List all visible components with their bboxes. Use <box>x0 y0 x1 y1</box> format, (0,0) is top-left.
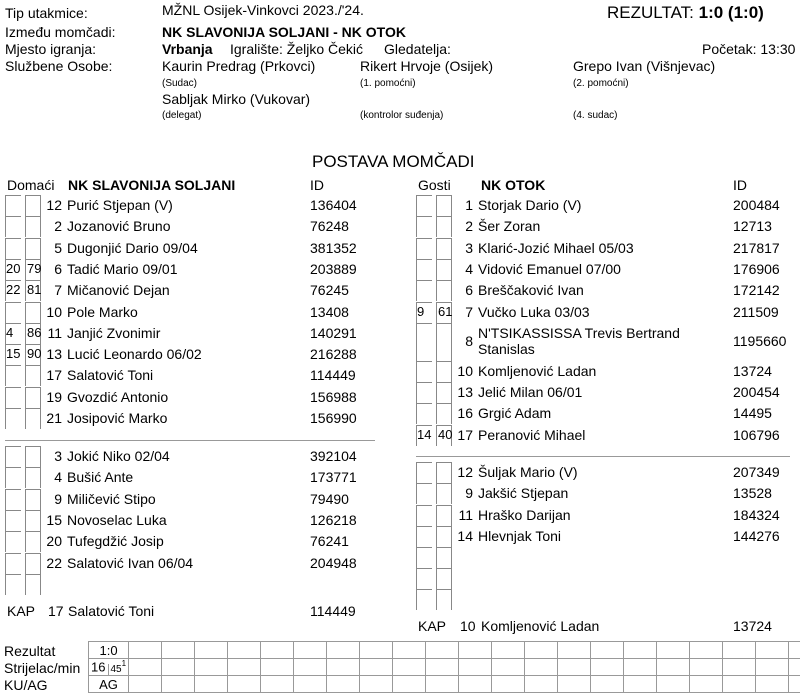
goal-cell <box>690 659 723 676</box>
home-side-label: Domaći <box>7 177 55 193</box>
jersey-number: 9 <box>54 490 62 507</box>
player-id: 106796 <box>733 426 780 443</box>
player-id: 126218 <box>310 511 357 528</box>
goal-cell <box>624 642 657 659</box>
goal-cell <box>756 659 789 676</box>
player-name: Hlevnjak Toni <box>478 527 562 544</box>
goal-cell <box>228 676 261 693</box>
player-name: Miličević Stipo <box>67 490 156 507</box>
divider <box>416 456 790 457</box>
player-id: 207349 <box>733 464 780 480</box>
goal-cell: AG <box>89 676 129 693</box>
card-minute: 15 <box>6 346 21 362</box>
player-box <box>25 489 41 510</box>
goal-cell <box>558 659 591 676</box>
player-name: Hraško Darijan <box>478 506 571 523</box>
jersey-number: 6 <box>54 260 62 277</box>
goal-cell <box>162 659 195 676</box>
player-id: 144276 <box>733 527 780 544</box>
jersey-number: 7 <box>465 303 473 320</box>
goal-cell <box>492 642 525 659</box>
player-id: 156988 <box>310 388 357 405</box>
pitch: Igralište: Željko Čekić <box>230 41 364 57</box>
card-minute: 14 <box>417 426 432 442</box>
match-teams: NK SLAVONIJA SOLJANI - NK OTOK <box>162 24 406 40</box>
player-box <box>436 505 452 526</box>
player-name: Gvozdić Antonio <box>67 388 169 405</box>
player-name: Šer Zoran <box>478 218 541 235</box>
official-name: Grepo Ivan (Višnjevac) <box>573 58 716 74</box>
jersey-number: 21 <box>46 410 62 426</box>
officials-label: Službene Osobe: <box>5 58 113 74</box>
player-id: 392104 <box>310 448 357 464</box>
player-box <box>25 365 41 386</box>
rezultat-label: REZULTAT: 1:0 (1:0) <box>607 3 764 22</box>
player-box <box>5 510 21 531</box>
goal-cell <box>525 642 558 659</box>
goal-cell <box>591 676 624 693</box>
player-box <box>436 483 452 504</box>
player-box <box>25 238 41 259</box>
goal-scorer-cell <box>89 659 129 676</box>
mjesto-label: Mjesto igranja: <box>5 41 97 57</box>
player-box <box>436 403 452 424</box>
goal-cell <box>756 642 789 659</box>
player-box <box>25 195 41 216</box>
player-id: 13408 <box>310 303 349 320</box>
player-id: 76245 <box>310 282 349 299</box>
away-side-label: Gosti <box>418 177 451 193</box>
ku-ag-row-label: KU/AG <box>4 677 48 693</box>
player-id: 140291 <box>310 324 357 341</box>
player-id: 204948 <box>310 554 357 571</box>
goal-cell <box>426 642 459 659</box>
away-captain-name: Komljenović Ladan <box>481 618 600 634</box>
jersey-number: 17 <box>457 426 473 443</box>
away-id-header: ID <box>733 177 747 193</box>
player-box <box>436 589 452 610</box>
goal-cell <box>393 659 426 676</box>
goal-cell <box>195 659 228 676</box>
jersey-number: 2 <box>465 218 473 235</box>
goal-cell <box>327 659 360 676</box>
player-id: 156990 <box>310 410 357 426</box>
goal-cell <box>723 642 756 659</box>
player-id: 200484 <box>733 197 780 213</box>
player-box <box>416 361 432 382</box>
goal-cell <box>426 659 459 676</box>
player-box <box>5 489 21 510</box>
jersey-number: 11 <box>458 506 473 523</box>
away-captain-label: KAP <box>418 618 447 634</box>
goal-cell <box>459 642 492 659</box>
goal-cell <box>657 642 690 659</box>
izmedu-label: Između momčadi: <box>5 24 116 40</box>
official-name: Sabljak Mirko (Vukovar) <box>162 91 311 107</box>
player-id: 14495 <box>733 405 772 422</box>
player-name: Lucić Leonardo 06/02 <box>67 346 202 363</box>
goal-cell <box>195 642 228 659</box>
official-role: (1. pomoćni) <box>360 78 416 89</box>
jersey-number: 7 <box>54 282 62 299</box>
divider <box>5 440 375 441</box>
official-role: (Sudac) <box>162 78 198 89</box>
player-box <box>25 387 41 408</box>
goal-cell <box>294 659 327 676</box>
jersey-number: 22 <box>46 554 62 571</box>
goal-cell <box>459 659 492 676</box>
player-box <box>25 467 41 488</box>
goal-cell <box>492 676 525 693</box>
player-box <box>25 216 41 237</box>
player-box <box>25 408 41 429</box>
player-name: Jakšić Stjepan <box>478 485 569 502</box>
jersey-number: 10 <box>457 362 473 379</box>
goal-minute: 45 <box>110 663 122 675</box>
player-id: 136404 <box>310 197 357 213</box>
player-box <box>25 531 41 552</box>
player-box <box>416 526 432 547</box>
player-id: 76248 <box>310 218 349 235</box>
player-box <box>416 589 432 610</box>
player-box <box>5 216 21 237</box>
goal-cell <box>723 659 756 676</box>
card-minute: 9 <box>417 303 425 319</box>
goals-table-row <box>89 676 800 693</box>
player-box <box>5 238 21 259</box>
goal-cell <box>525 676 558 693</box>
goal-cell <box>162 676 195 693</box>
jersey-number: 20 <box>46 533 62 550</box>
player-box <box>416 403 432 424</box>
card-minute: 20 <box>6 260 21 276</box>
player-name: Janjić Zvonimir <box>67 324 161 341</box>
player-name: Salatović Toni <box>67 367 154 384</box>
home-captain-id: 114449 <box>310 603 356 619</box>
goal-cell <box>789 659 800 676</box>
goals-table-row <box>89 642 800 659</box>
player-box <box>436 361 452 382</box>
scorer-row-label: Strijelac/min <box>4 660 81 676</box>
goal-cell <box>162 642 195 659</box>
goal-cell <box>393 676 426 693</box>
goal-cell <box>129 642 162 659</box>
player-box <box>436 547 452 568</box>
tip-label: Tip utakmice: <box>5 5 88 21</box>
player-id: 211509 <box>733 303 779 320</box>
goal-cell <box>261 659 294 676</box>
goal-cell <box>558 676 591 693</box>
goal-cell <box>261 642 294 659</box>
competition-name: MŽNL Osijek-Vinkovci 2023./'24. <box>162 2 364 18</box>
home-team-name: NK SLAVONIJA SOLJANI <box>68 177 236 193</box>
goal-cell <box>789 676 800 693</box>
jersey-number: 5 <box>54 239 62 256</box>
player-name: Grgić Adam <box>478 405 552 422</box>
goal-cell <box>393 642 426 659</box>
goal-cell <box>492 659 525 676</box>
spectators-label: Gledatelja: <box>384 41 451 57</box>
player-box <box>416 259 432 280</box>
jersey-number: 4 <box>54 469 62 486</box>
official-role: (kontrolor suđenja) <box>360 110 444 121</box>
sub-minute: 61 <box>438 303 453 319</box>
player-box <box>416 238 432 259</box>
jersey-number: 6 <box>465 282 473 299</box>
player-box <box>5 531 21 552</box>
jersey-number: 10 <box>46 303 62 320</box>
away-team-name: NK OTOK <box>481 177 546 193</box>
player-id: 13724 <box>733 362 772 379</box>
jersey-number: 3 <box>54 448 62 464</box>
player-box <box>416 505 432 526</box>
home-captain-name: Salatović Toni <box>68 603 155 619</box>
player-box <box>436 280 452 301</box>
player-box <box>5 467 21 488</box>
player-name: Novoselac Luka <box>67 511 167 528</box>
player-box <box>5 574 21 595</box>
player-box <box>5 365 21 386</box>
player-id: 114449 <box>310 367 356 384</box>
player-box <box>25 510 41 531</box>
sub-minute: 86 <box>27 324 42 340</box>
goal-cell <box>723 676 756 693</box>
player-box <box>416 195 432 216</box>
player-box <box>25 553 41 574</box>
goal-cell <box>129 676 162 693</box>
player-id: 203889 <box>310 260 357 277</box>
player-name: Salatović Ivan 06/04 <box>67 554 194 571</box>
jersey-number: 15 <box>46 511 62 528</box>
sub-minute: 79 <box>27 260 42 276</box>
goal-cell <box>327 676 360 693</box>
player-box <box>5 195 21 216</box>
goal-cell <box>624 676 657 693</box>
player-name: Breščaković Ivan <box>478 282 584 299</box>
jersey-number: 3 <box>465 239 473 256</box>
goal-cell <box>426 676 459 693</box>
player-box <box>25 574 41 595</box>
official-name: Kaurin Predrag (Prkovci) <box>162 58 316 74</box>
away-captain-number: 10 <box>460 618 476 634</box>
goal-cell <box>459 676 492 693</box>
jersey-number: 8 <box>465 332 473 349</box>
official-role: (delegat) <box>162 110 202 121</box>
card-minute: 4 <box>6 324 14 340</box>
player-id: 176906 <box>733 260 780 277</box>
goal-cell <box>789 642 800 659</box>
player-name: Purić Stjepan (V) <box>67 197 173 213</box>
player-name: Jozanović Bruno <box>67 218 171 235</box>
jersey-number: 9 <box>465 485 473 502</box>
jersey-number: 17 <box>46 367 62 384</box>
player-id: 216288 <box>310 346 357 363</box>
player-name: Josipović Marko <box>67 410 168 426</box>
goal-cell <box>558 642 591 659</box>
player-id: 173771 <box>310 469 357 486</box>
goal-cell: 1:0 <box>89 642 129 659</box>
player-name: Tufegdžić Josip <box>67 533 164 550</box>
player-box <box>416 382 432 403</box>
player-name: Vidović Emanuel 07/00 <box>478 260 621 277</box>
goal-cell <box>657 659 690 676</box>
goals-table-row <box>89 659 800 676</box>
goal-scorer-number: 16 <box>91 659 106 675</box>
player-box <box>416 547 432 568</box>
player-box <box>5 446 21 467</box>
home-captain-number: 17 <box>48 603 64 619</box>
player-box <box>416 280 432 301</box>
player-name: Peranović Mihael <box>478 426 586 443</box>
player-box <box>436 238 452 259</box>
player-id: 217817 <box>733 239 780 256</box>
jersey-number: 11 <box>47 324 62 341</box>
jersey-number: 13 <box>457 384 473 401</box>
jersey-number: 13 <box>46 346 62 363</box>
goals-table <box>88 641 800 693</box>
player-box <box>436 195 452 216</box>
goal-cell <box>624 659 657 676</box>
jersey-number: 4 <box>465 260 473 277</box>
player-box <box>436 259 452 280</box>
goal-half: 1 <box>121 659 127 669</box>
final-score: 1:0 (1:0) <box>698 3 764 22</box>
jersey-number: 14 <box>457 527 473 544</box>
player-box <box>416 323 432 361</box>
player-box <box>5 408 21 429</box>
player-box <box>25 446 41 467</box>
lineup-title: POSTAVA MOMČADI <box>312 152 475 171</box>
player-name: Klarić-Jozić Mihael 05/03 <box>478 239 634 256</box>
goal-cell <box>591 642 624 659</box>
player-id: 184324 <box>733 506 780 523</box>
player-name: Jelić Milan 06/01 <box>478 384 583 401</box>
home-id-header: ID <box>310 177 324 193</box>
away-captain-id: 13724 <box>733 618 772 634</box>
player-id: 172142 <box>733 282 780 299</box>
jersey-number: 1 <box>465 197 473 213</box>
card-minute: 22 <box>6 282 21 298</box>
jersey-number: 12 <box>46 197 62 213</box>
player-id: 12713 <box>733 218 772 235</box>
result-row-label: Rezultat <box>4 643 56 659</box>
goal-cell <box>195 676 228 693</box>
player-box <box>436 382 452 403</box>
player-id: 13528 <box>733 485 772 502</box>
jersey-number: 16 <box>457 405 473 422</box>
player-box <box>436 216 452 237</box>
player-name: Komljenović Ladan <box>478 362 597 379</box>
player-name: Šuljak Mario (V) <box>478 464 578 480</box>
goal-cell <box>129 659 162 676</box>
player-id: 381352 <box>310 239 357 256</box>
sub-minute: 90 <box>27 346 42 362</box>
goal-cell <box>327 642 360 659</box>
goal-cell <box>261 676 294 693</box>
sub-minute: 81 <box>27 282 42 298</box>
player-id: 79490 <box>310 490 349 507</box>
player-name: Tadić Mario 09/01 <box>67 260 178 277</box>
player-box <box>25 302 41 323</box>
official-role: (2. pomoćni) <box>573 78 629 89</box>
home-captain-label: KAP <box>7 603 36 619</box>
player-id: 200454 <box>733 384 780 401</box>
player-id: 76241 <box>310 533 349 550</box>
player-box <box>5 302 21 323</box>
jersey-number: 19 <box>46 388 62 405</box>
player-box <box>5 387 21 408</box>
goal-cell <box>690 642 723 659</box>
goal-cell <box>360 676 393 693</box>
player-id: 1195660 <box>733 332 787 349</box>
official-name: Rikert Hrvoje (Osijek) <box>360 58 494 74</box>
goal-cell <box>525 659 558 676</box>
player-name: Bušić Ante <box>67 469 134 486</box>
goal-cell <box>360 642 393 659</box>
goal-cell <box>690 676 723 693</box>
goal-cell <box>591 659 624 676</box>
player-box <box>5 553 21 574</box>
player-name: Storjak Dario (V) <box>478 197 582 213</box>
goal-cell <box>294 642 327 659</box>
kickoff-time: Početak: 13:30 <box>702 41 796 57</box>
jersey-number: 12 <box>457 464 473 480</box>
player-name: Vučko Luka 03/03 <box>478 303 590 320</box>
player-name: N'TSIKASSISSA Trevis Bertrand Stanislas <box>478 324 680 357</box>
goal-cell <box>228 642 261 659</box>
player-box <box>416 462 432 483</box>
official-role: (4. sudac) <box>573 110 618 121</box>
player-box <box>436 462 452 483</box>
player-box <box>416 568 432 589</box>
player-box <box>436 526 452 547</box>
venue: Vrbanja <box>162 41 213 57</box>
goal-cell <box>756 676 789 693</box>
jersey-number: 2 <box>54 218 62 235</box>
player-name: Dugonjić Dario 09/04 <box>67 239 198 256</box>
goal-cell <box>657 676 690 693</box>
player-box <box>416 483 432 504</box>
player-name: Mičanović Dejan <box>67 282 170 299</box>
player-name: Jokić Niko 02/04 <box>67 448 170 464</box>
player-box <box>416 216 432 237</box>
player-box <box>436 568 452 589</box>
player-name: Pole Marko <box>67 303 138 320</box>
goal-cell <box>228 659 261 676</box>
player-box <box>436 323 452 361</box>
sub-minute: 40 <box>438 426 453 442</box>
goal-cell <box>294 676 327 693</box>
goal-cell <box>360 659 393 676</box>
